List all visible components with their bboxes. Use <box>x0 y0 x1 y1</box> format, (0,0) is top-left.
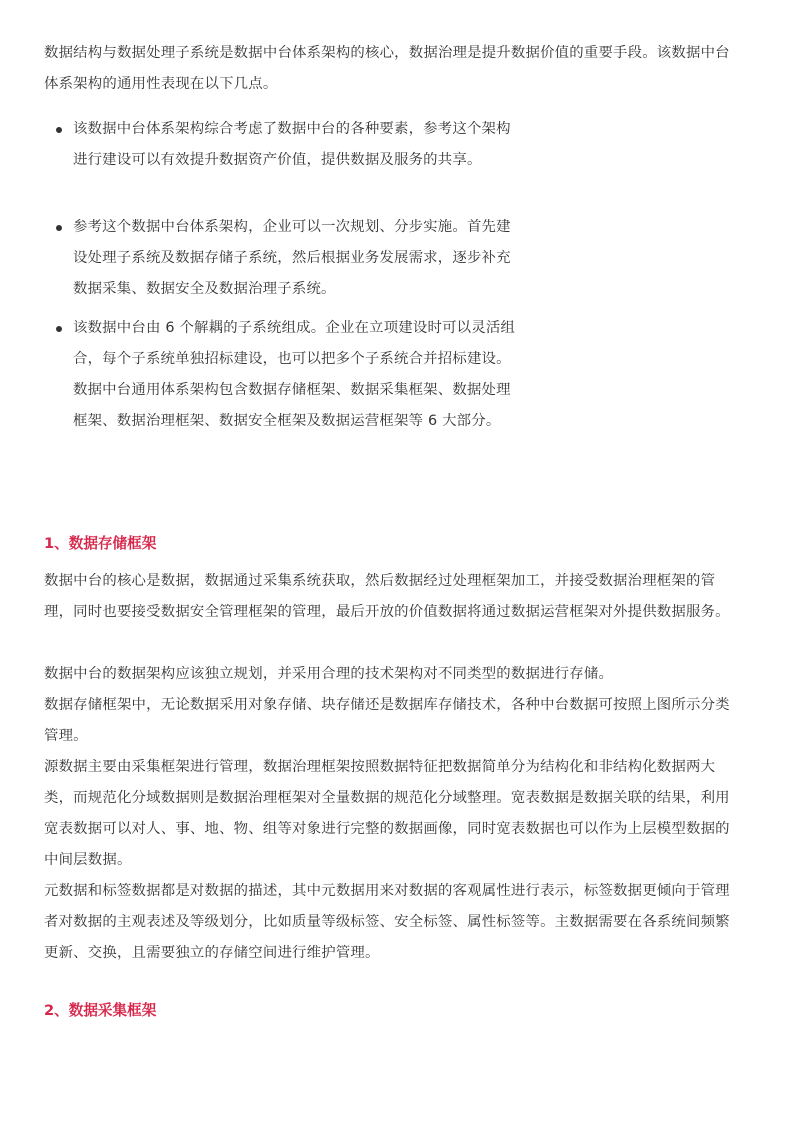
bullet-text: 参考这个数据中台体系架构，企业可以一次规划、分步实施。首先建设处理子系统及数据存储子系统，然后根据业务发展需求，逐步补充数据采集、数据安全及数据治理子系统。 <box>73 219 511 297</box>
bullet-text: 该数据中台由 6 个解耦的子系统组成。企业在立项建设时可以灵活组合，每个子系统单独招标建设，也可以把多个子系统合并招标建设。数据中台通用体系架构包含数据存储框架、数据采集框架、数据处理框架、数据治理框架、数据安全框架及数据运营框架等 6 大部分。 <box>73 320 516 429</box>
section-heading: 1、数据存储框架 <box>44 535 157 552</box>
bullet-dot-icon <box>56 225 62 231</box>
body-paragraph: 数据存储框架中，无论数据采用对象存储、块存储还是数据库存储技术，各种中台数据可按照上图所示分类管理。 <box>44 697 730 744</box>
intro-paragraph: 数据结构与数据处理子系统是数据中台体系架构的核心，数据治理是提升数据价值的重要手段。该数据中台体系架构的通用性表现在以下几点。 <box>44 45 730 92</box>
body-paragraph: 数据中台的数据架构应该独立规划，并采用合理的技术架构对不同类型的数据进行存储。 <box>44 666 614 682</box>
bullet-dot-icon <box>56 127 62 133</box>
section-heading: 2、数据采集框架 <box>44 1002 157 1019</box>
bullet-item <box>56 114 516 176</box>
bullet-item <box>56 313 516 437</box>
body-paragraph: 数据中台的核心是数据，数据通过采集系统获取，然后数据经过处理框架加工，并接受数据治理框架的管理，同时也要接受数据安全管理框架的管理，最后开放的价值数据将通过数据运营框架对外提供数据服务。 <box>44 573 730 620</box>
body-paragraph: 源数据主要由采集框架进行管理，数据治理框架按照数据特征把数据简单分为结构化和非结构化数据两大类，而规范化分域数据则是数据治理框架对全量数据的规范化分域整理。宽表数据是数据关联的结果，利用宽表数据可以对人、事、地、物、组等对象进行完整的数据画像，同时宽表数据也可以作为上层模型数据的中间层数据。 <box>44 759 730 868</box>
body-paragraph: 元数据和标签数据都是对数据的描述，其中元数据用来对数据的客观属性进行表示，标签数据更倾向于管理者对数据的主观表述及等级划分，比如质量等级标签、安全标签、属性标签等。主数据需要在各系统间频繁更新、交换，且需要独立的存储空间进行维护管理。 <box>44 883 730 961</box>
bullet-dot-icon <box>56 326 62 332</box>
bullet-item <box>56 212 516 305</box>
bullet-text: 该数据中台体系架构综合考虑了数据中台的各种要素，参考这个架构进行建设可以有效提升数据资产价值，提供数据及服务的共享。 <box>73 121 511 168</box>
